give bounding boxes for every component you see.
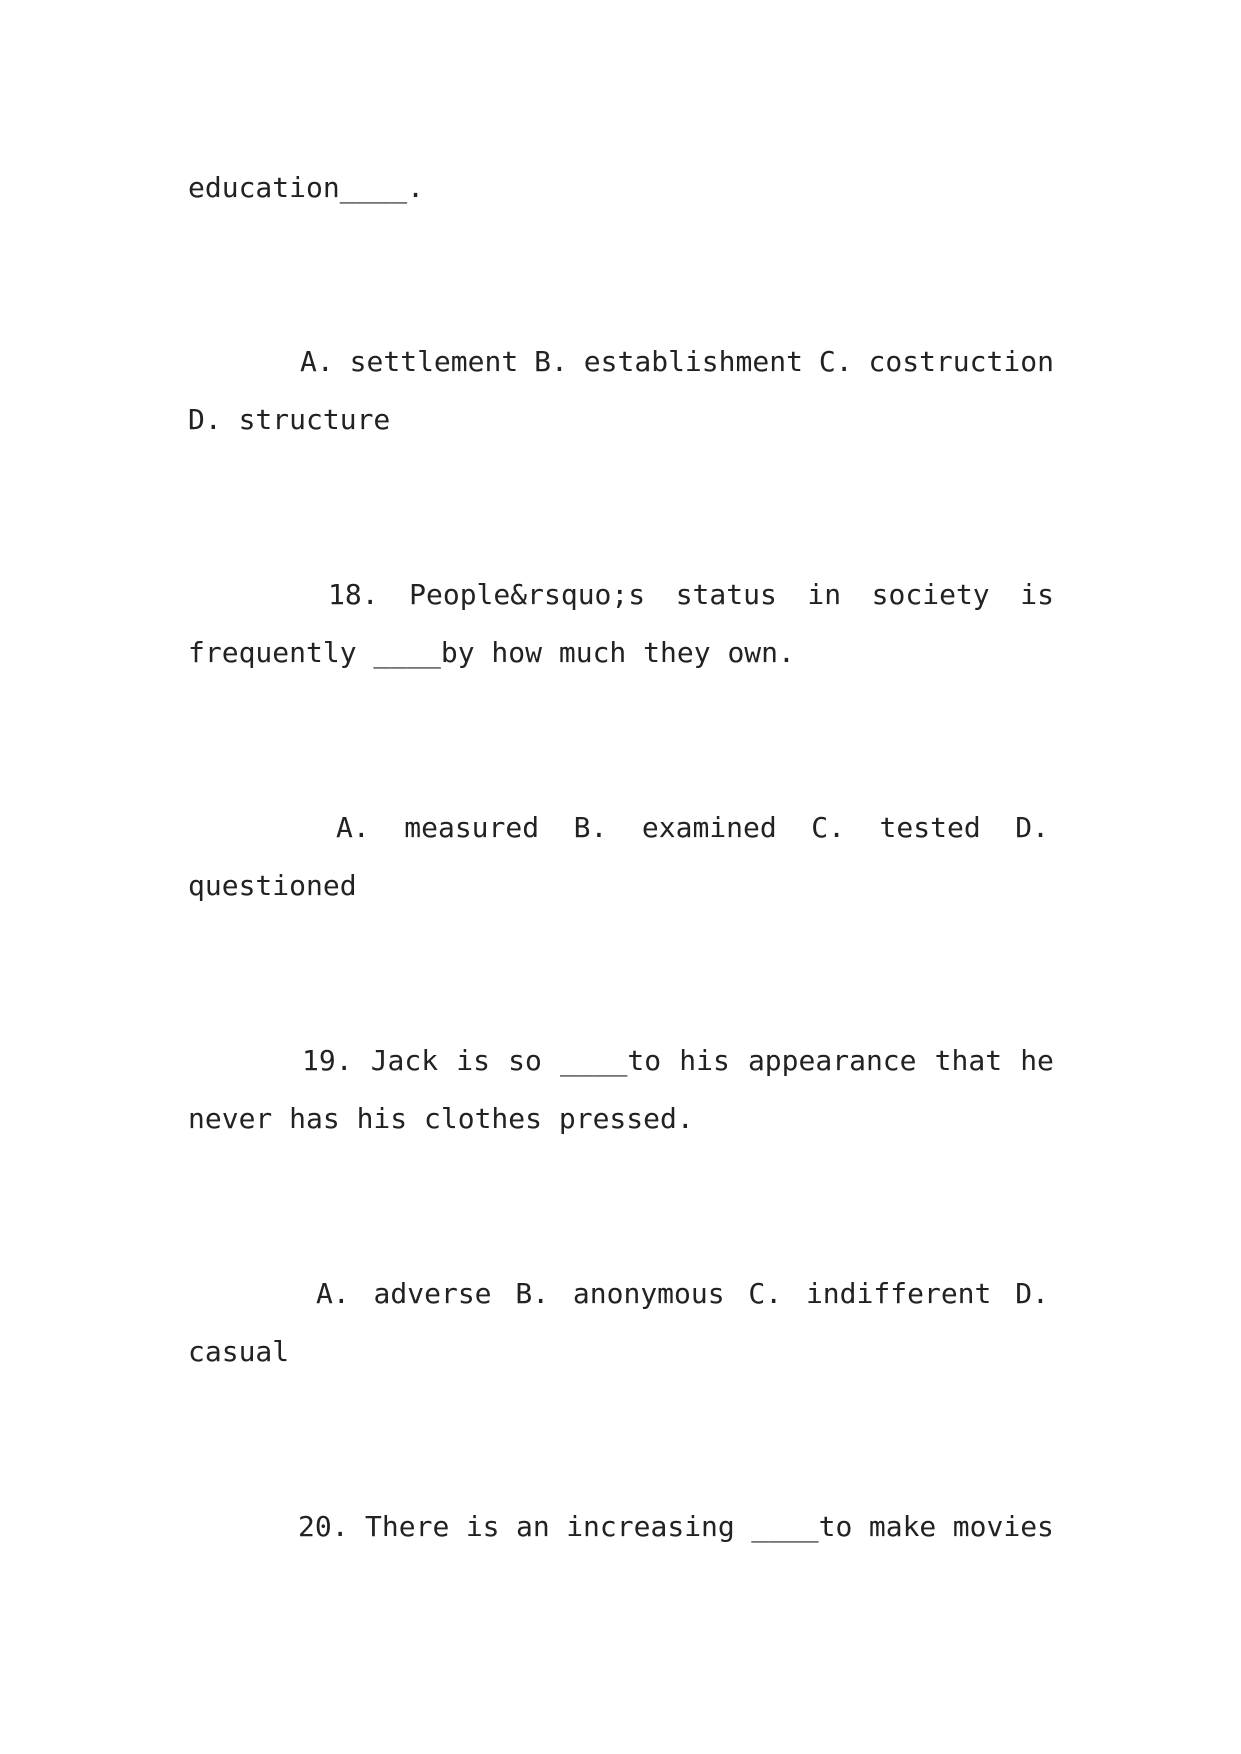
question-number: 18. [328, 578, 379, 611]
q18-question-row-1 [328, 575, 1054, 615]
option-text: adverse [373, 1277, 492, 1310]
option-label-a: A. [300, 345, 334, 378]
option-label-b: B. [515, 1277, 550, 1310]
question-word: an [516, 1510, 550, 1543]
question-word: is [456, 1044, 490, 1077]
question-word: status [675, 578, 777, 611]
question-number: 20. [298, 1510, 349, 1543]
option-text: examined [641, 811, 777, 844]
question-word: increasing [566, 1510, 735, 1543]
q17-options-row-1 [300, 342, 1054, 382]
q18-question-row-2: frequently ____by how much they own. [188, 636, 795, 669]
option-label-c: C. [818, 345, 853, 378]
option-text: measured [404, 811, 540, 844]
option-label-c: C. [748, 1277, 783, 1310]
question-word: that [934, 1044, 1003, 1077]
q19-question-row-2: never has his clothes pressed. [188, 1102, 694, 1135]
option-text: anonymous [572, 1277, 725, 1310]
question-word: ____to [559, 1044, 662, 1077]
question-word: is [1020, 578, 1054, 611]
option-label-d: D. [1015, 1277, 1049, 1310]
option-text: establishment [583, 345, 803, 378]
option-text: settlement [349, 345, 519, 378]
question-word: so [508, 1044, 542, 1077]
question-word: People&rsquo;s [409, 578, 646, 611]
q19-options-row-2: casual [188, 1335, 290, 1368]
question-word: society [871, 578, 990, 611]
q20-question-row-1 [298, 1507, 1054, 1547]
question-word: in [807, 578, 842, 611]
question-word: appearance [747, 1044, 917, 1077]
q17-options-row-2: D. structure [188, 403, 391, 436]
option-text: indifferent [805, 1277, 992, 1310]
q18-options-row-2: questioned [188, 869, 357, 902]
text-line-education: education____. [188, 171, 425, 204]
option-text: costruction [868, 345, 1054, 378]
question-number: 19. [302, 1044, 353, 1077]
question-word: he [1020, 1044, 1054, 1077]
q19-options-row-1 [316, 1274, 1049, 1314]
option-text: tested [879, 811, 981, 844]
option-label-c: C. [811, 811, 845, 844]
question-word: Jack [370, 1044, 439, 1077]
question-word: his [679, 1044, 730, 1077]
option-label-b: B. [534, 345, 568, 378]
option-label-a: A. [316, 1277, 350, 1310]
question-word: There [365, 1510, 450, 1543]
question-word: movies [952, 1510, 1054, 1543]
question-word: make [868, 1510, 937, 1543]
q18-options-row-1 [336, 808, 1049, 848]
q19-question-row-1 [302, 1041, 1054, 1081]
question-word: ____to [751, 1510, 853, 1543]
question-word: is [465, 1510, 500, 1543]
option-label-a: A. [336, 811, 370, 844]
option-label-b: B. [573, 811, 608, 844]
option-label-d: D. [1015, 811, 1049, 844]
